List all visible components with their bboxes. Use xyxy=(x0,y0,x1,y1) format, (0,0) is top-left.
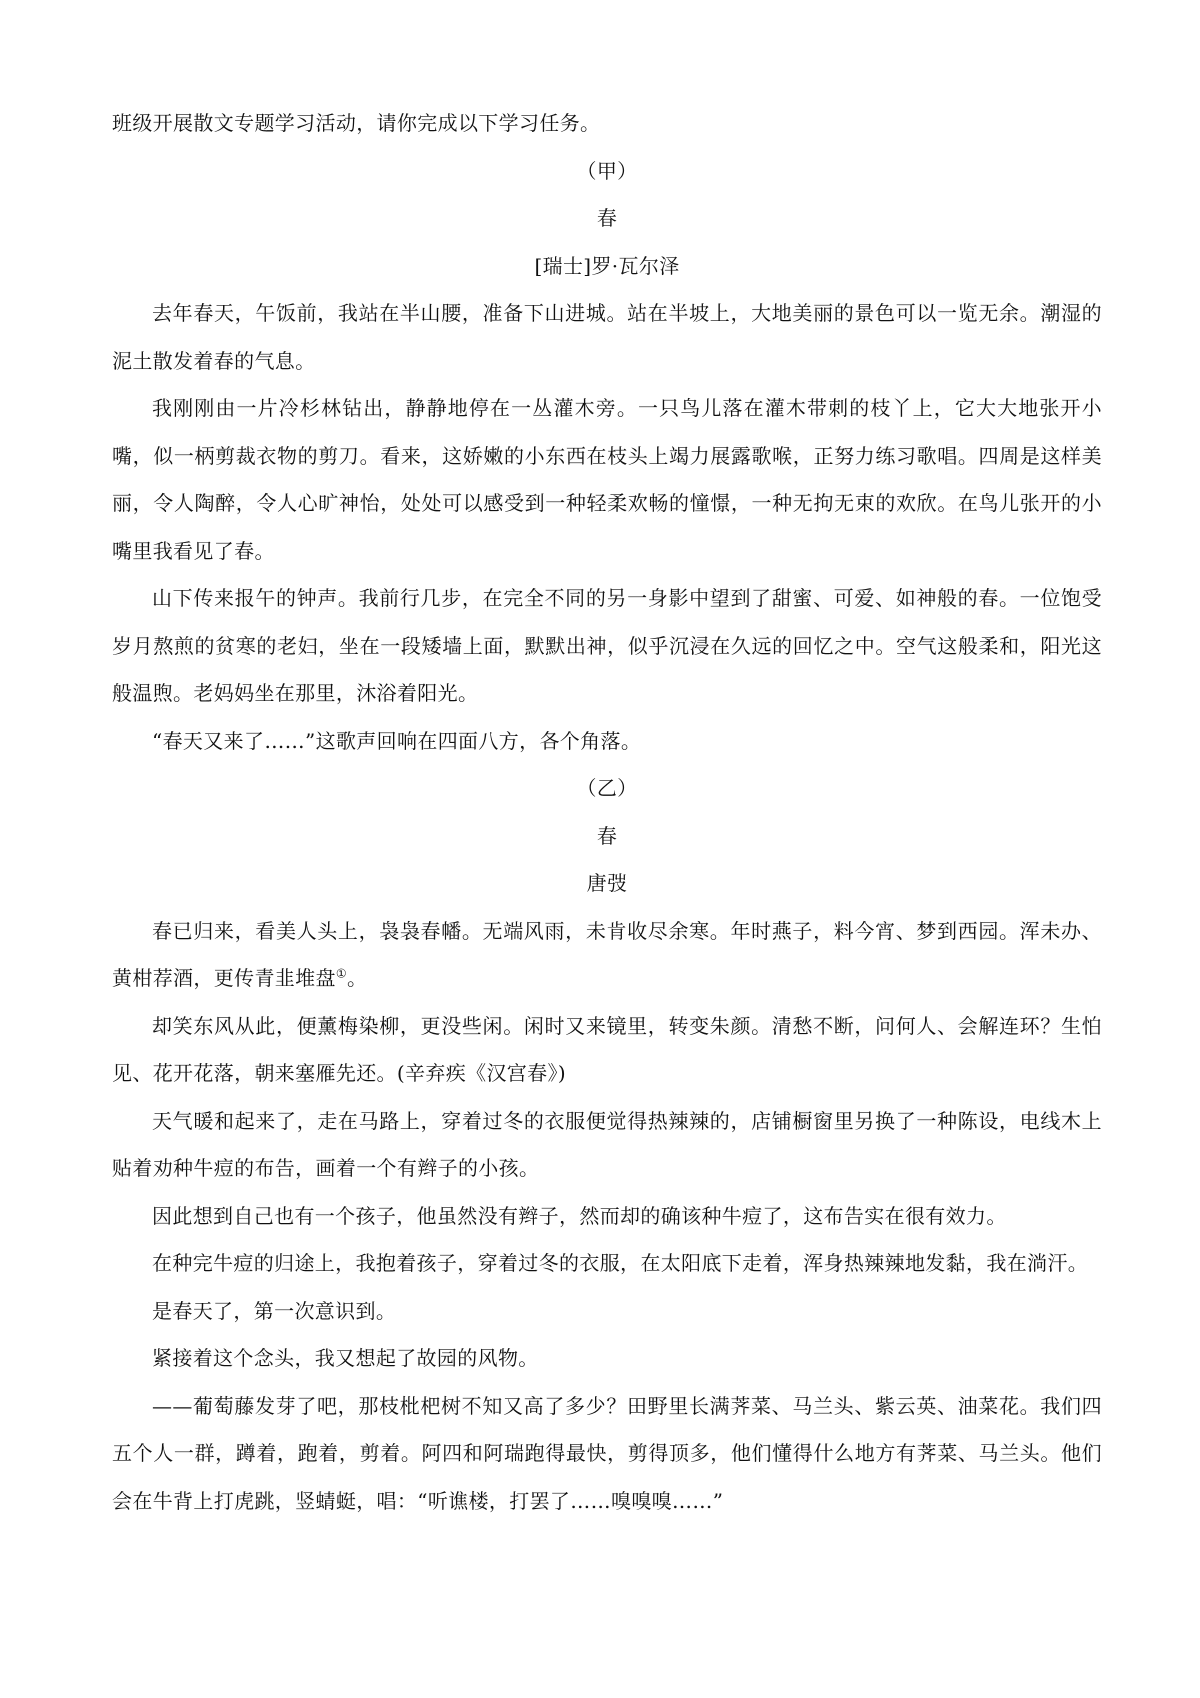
section-b-paragraph: 紧接着这个念头，我又想起了故园的风物。 xyxy=(152,1346,539,1370)
document-page xyxy=(112,100,1102,1525)
poem-text: 春已归来，看美人头上，袅袅春幡。无端风雨，未肯收尽余寒。年时燕子，料今宵、梦到西园。浑未办、黄柑荐酒，更传青韭堆盘 xyxy=(112,918,1102,990)
section-b-paragraph: 是春天了，第一次意识到。 xyxy=(152,1298,397,1323)
section-a-paragraph: 我刚刚由一片冷杉林钻出，静静地停在一丛灌木旁。一只鸟儿落在灌木带刺的枝丫上，它大大地张开小嘴，似一柄剪裁衣物的剪刀。看来，这娇嫩的小东西在枝头上竭力展露歌喉，正努力练习歌唱。四周是这样美丽，令人陶醉，令人心旷神怡，处处可以感受到一种轻柔欢畅的憧憬，一种无拘无束的欢欣。在鸟儿张开的小嘴里我看见了春。 xyxy=(112,396,1102,563)
section-a-paragraph: 去年春天，午饭前，我站在半山腰，准备下山进城。站在半坡上，大地美丽的景色可以一览无余。潮湿的泥土散发着春的气息。 xyxy=(112,301,1102,373)
footnote-marker: ① xyxy=(335,966,347,981)
intro-text: 班级开展散文专题学习活动，请你完成以下学习任务。 xyxy=(112,111,601,135)
section-a-paragraph: 山下传来报午的钟声。我前行几步，在完全不同的另一身影中望到了甜蜜、可爱、如神般的春。一位饱受岁月熬煎的贫寒的老妇，坐在一段矮墙上面，默默出神，似乎沉浸在久远的回忆之中。空气这般柔和，阳光这般温煦。老妈妈坐在那里，沐浴着阳光。 xyxy=(112,586,1102,705)
poem-text-end: 。 xyxy=(346,966,368,990)
section-a-title: 春 xyxy=(596,206,618,230)
section-a-author: [瑞士]罗·瓦尔泽 xyxy=(534,253,680,278)
section-a-paragraph: “春天又来了……”这歌声回响在四面八方，各个角落。 xyxy=(152,728,642,753)
section-b-paragraph: 因此想到自己也有一个孩子，他虽然没有辫子，然而却的确该种牛痘了，这布告实在很有效力。 xyxy=(152,1203,1007,1228)
section-b-paragraph: 天气暖和起来了，走在马路上，穿着过冬的衣服便觉得热辣辣的，店铺橱窗里另换了一种陈设，电线木上贴着劝种牛痘的布告，画着一个有辫子的小孩。 xyxy=(112,1108,1102,1180)
section-b-title: 春 xyxy=(596,823,618,848)
section-b-label: （乙） xyxy=(576,776,638,800)
section-b-author: 唐弢 xyxy=(586,871,628,895)
section-b-paragraph: ——葡萄藤发芽了吧，那枝枇杷树不知又高了多少？田野里长满荠菜、马兰头、紫云英、油菜花。我们四五个人一群，蹲着，跑着，剪着。阿四和阿瑞跑得最快，剪得顶多，他们懂得什么地方有荠菜、马兰头。他们会在牛背上打虎跳，竖蜻蜓，唱：“听谯楼，打罢了……嗅嗅嗅……” xyxy=(112,1393,1102,1513)
poem-paragraph xyxy=(112,908,1102,1003)
poem-paragraph: 却笑东风从此，便薰梅染柳，更没些闲。闲时又来镜里，转变朱颜。清愁不断，问何人、会解连环？生怕见、花开花落，朝来塞雁先还。(辛弃疾《汉宫春》) xyxy=(112,1013,1102,1085)
section-b-paragraph: 在种完牛痘的归途上，我抱着孩子，穿着过冬的衣服，在太阳底下走着，浑身热辣辣地发黏，我在淌汗。 xyxy=(152,1251,1089,1275)
section-a-label: （甲） xyxy=(576,158,638,183)
